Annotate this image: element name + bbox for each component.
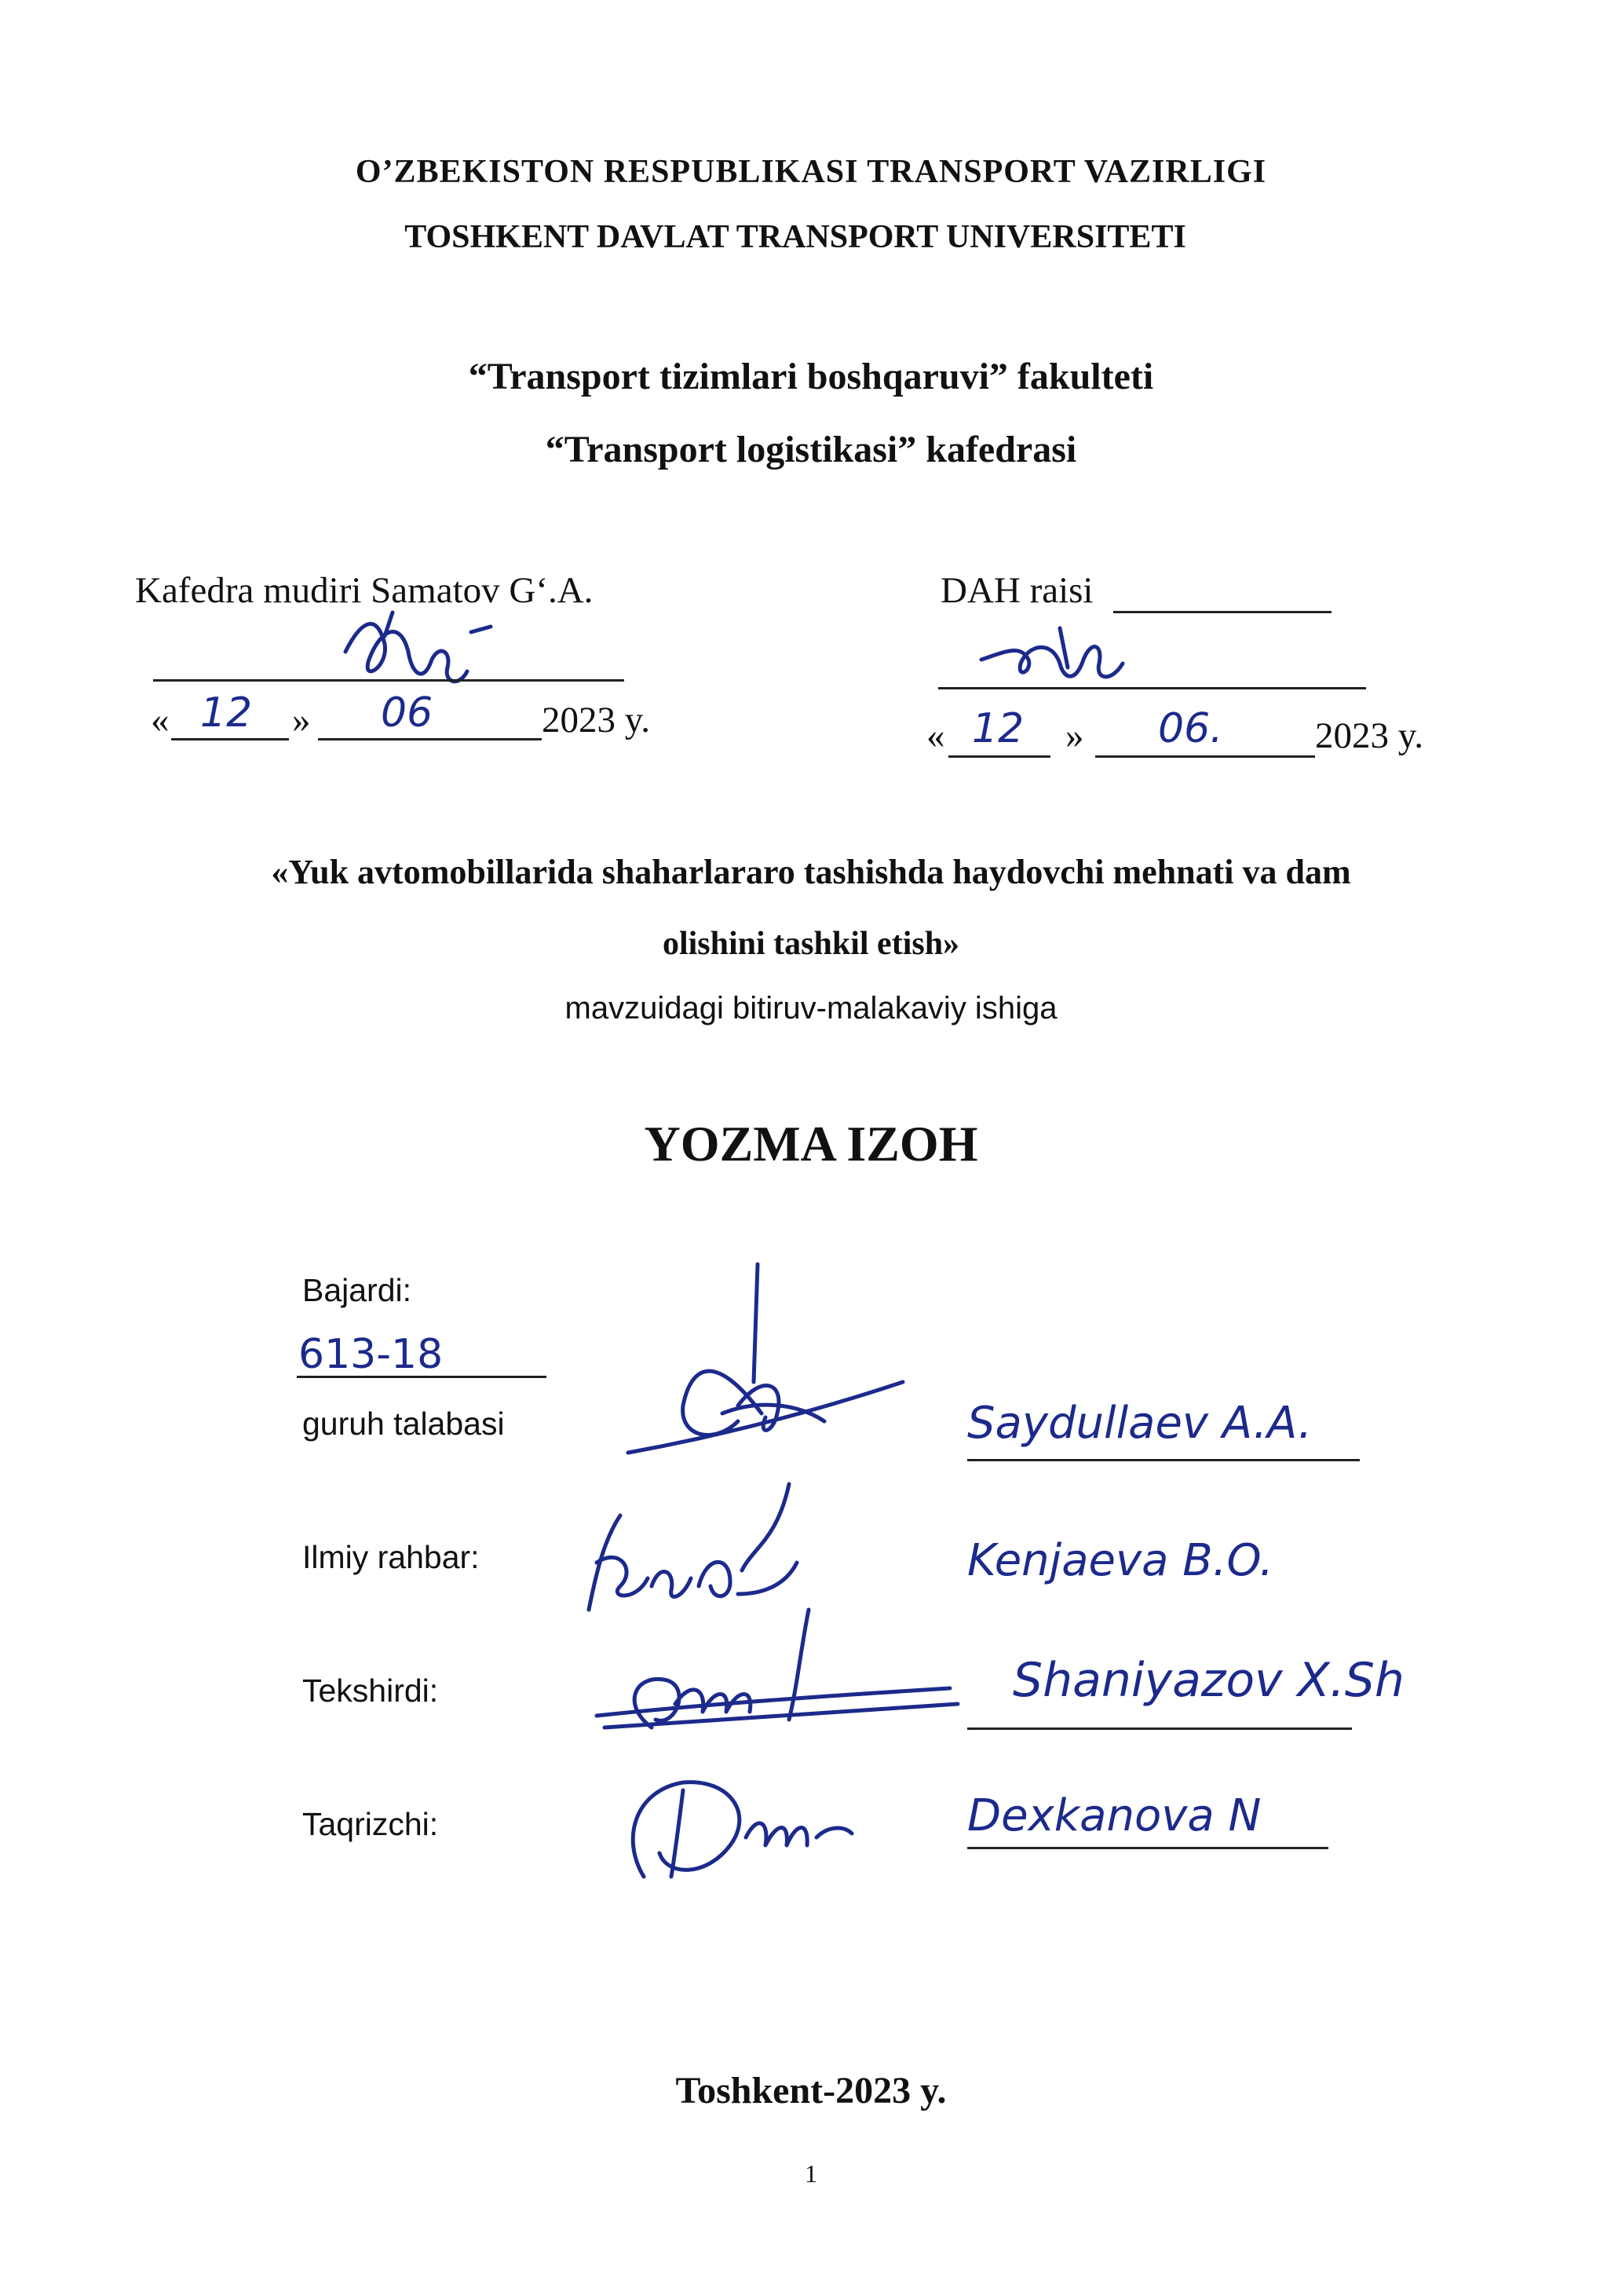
checker-name-line [967, 1727, 1352, 1730]
performed-label: Bajardi: [302, 1272, 412, 1308]
dah-chair-signature-line [938, 687, 1366, 689]
university-title: TOSHKENT DAVLAT TRANSPORT UNIVERSITETI [404, 219, 1186, 255]
dah-chair-close-quote: » [1065, 715, 1084, 756]
department-title: “Transport logistikasi” kafedrasi [545, 429, 1077, 470]
group-number: 613-18 [298, 1331, 444, 1378]
faculty-title: “Transport tizimlari boshqaruvi” fakulteti [468, 356, 1154, 397]
reviewer-label: Taqrizchi: [302, 1806, 439, 1842]
reviewer-signature [612, 1759, 895, 1892]
topic-line-1: «Yuk avtomobillarida shaharlararo tashishda haydovchi mehnati va dam [271, 853, 1351, 891]
department-head-open-quote: « [151, 700, 170, 740]
student-signature [620, 1256, 919, 1468]
student-name-line [967, 1459, 1360, 1461]
group-line [297, 1376, 546, 1378]
checker-signature [589, 1602, 966, 1751]
page-number: 1 [805, 2159, 817, 2188]
department-head-label: Kafedra mudiri Samatov G‘.A. [135, 570, 594, 611]
dah-chair-year: 2023 y. [1315, 715, 1423, 756]
department-head-month-line [318, 738, 542, 740]
checker-name: Shaniyazov X.Sh [1013, 1653, 1405, 1708]
topic-line-2: olishini tashkil etish» [662, 926, 960, 962]
ministry-title: O’ZBEKISTON RESPUBLIKASI TRANSPORT VAZIRLIGI [355, 154, 1267, 190]
department-head-day: 12 [200, 689, 253, 737]
advisor-signature [573, 1468, 824, 1618]
dah-chair-month-line [1095, 755, 1315, 758]
dah-chair-day: 12 [972, 705, 1025, 752]
dah-chair-title-line [1113, 611, 1332, 613]
department-head-year: 2023 y. [542, 700, 650, 740]
dah-chair-day-line [948, 755, 1050, 758]
department-head-day-line [171, 738, 289, 740]
group-suffix: guruh talabasi [302, 1406, 505, 1442]
student-name: Saydullaev A.A. [967, 1398, 1313, 1449]
advisor-label: Ilmiy rahbar: [302, 1539, 480, 1575]
department-head-month: 06 [381, 689, 433, 737]
checker-label: Tekshirdi: [302, 1673, 439, 1709]
reviewer-name-line [967, 1847, 1328, 1849]
topic-line-3: mavzuidagi bitiruv-malakaviy ishiga [564, 991, 1058, 1026]
dah-chair-month: 06. [1158, 705, 1223, 752]
department-head-close-quote: » [292, 700, 311, 740]
advisor-name: Kenjaeva B.O. [967, 1535, 1274, 1586]
document-title: YOZMA IZOH [644, 1116, 978, 1172]
reviewer-name: Dexkanova N [967, 1790, 1262, 1841]
dah-chair-label: DAH raisi [941, 570, 1094, 611]
city-year: Toshkent-2023 y. [675, 2070, 947, 2111]
department-head-signature-line [153, 679, 624, 682]
dah-chair-open-quote: « [926, 715, 945, 756]
